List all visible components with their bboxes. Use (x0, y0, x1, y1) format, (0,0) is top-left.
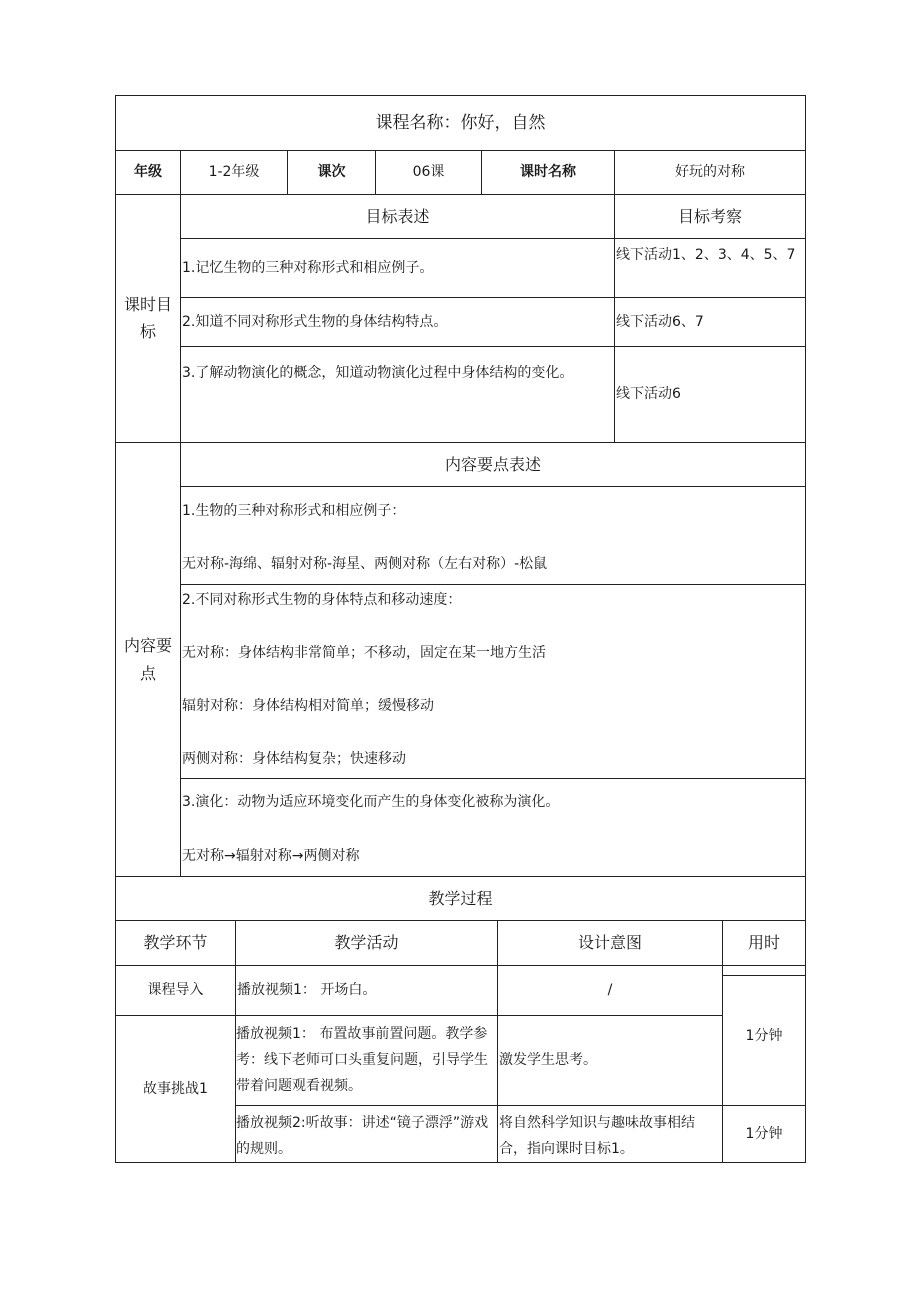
lesson-name-value: 好玩的对称 (675, 164, 745, 181)
content-block-1-line-1: 1.生物的三种对称形式和相应例子： (182, 503, 406, 519)
content-block-2-line-2: 无对称：身体结构非常简单；不移动，固定在某一地方生活 (182, 645, 546, 661)
objective-2-check: 线下活动6、7 (616, 313, 704, 330)
objective-1-desc: 1.记忆生物的三种对称形式和相应例子。 (182, 259, 434, 276)
lesson-value: 06课 (412, 164, 445, 181)
row-3-activity: 播放视频2:听故事：讲述“镜子漂浮”游戏的规则。 (236, 1115, 489, 1157)
process-heading: 教学过程 (428, 888, 493, 908)
row-2-stage: 故事挑战1 (143, 1080, 208, 1097)
objective-2-desc: 2.知道不同对称形式生物的身体结构特点。 (182, 313, 448, 330)
grade-value: 1-2年级 (208, 164, 260, 181)
rule (235, 1105, 806, 1106)
content-heading: 内容要点表述 (444, 454, 541, 474)
row-3-time: 1分钟 (745, 1125, 783, 1142)
row-2-activity: 播放视频1： 布置故事前置问题。教学参考：线下老师可口头重复问题，引导学生带着问题观看视频。 (236, 1026, 488, 1094)
rule (180, 584, 806, 585)
row-3-intent: 将自然科学知识与趣味故事相结合，指向课时目标1。 (499, 1115, 695, 1157)
rule (180, 442, 181, 876)
content-block-1-line-2: 无对称-海绵、辐射对称-海星、两侧对称（左右对称）-松鼠 (182, 556, 548, 572)
border-bottom (115, 1162, 806, 1163)
content-block-3-line-2: 无对称→辐射对称→两侧对称 (182, 848, 360, 864)
rule (180, 486, 806, 487)
objective-3-check: 线下活动6 (616, 386, 681, 403)
row-1-activity: 播放视频1： 开场白。 (237, 982, 377, 999)
lesson-label: 课次 (317, 164, 346, 181)
objectives-section-label: 课时目标 (124, 295, 173, 341)
content-block-2-line-1: 2.不同对称形式生物的身体特点和移动速度： (182, 592, 462, 608)
course-title: 课程名称：你好，自然 (375, 112, 546, 133)
lesson-name-label: 课时名称 (520, 164, 576, 181)
row-2-time: 1分钟 (745, 1027, 783, 1044)
row-2-intent: 激发学生思考。 (499, 1052, 597, 1069)
objective-1-check: 线下活动1、2、3、4、5、7 (616, 247, 796, 263)
border-right (805, 95, 806, 1163)
content-section-label: 内容要点 (124, 635, 173, 683)
content-block-2-line-4: 两侧对称：身体结构复杂；快速移动 (182, 751, 406, 767)
objectives-col-check: 目标考察 (677, 206, 742, 226)
rule (180, 778, 806, 779)
content-block-3-line-1: 3.演化：动物为适应环境变化而产生的身体变化被称为演化。 (182, 794, 560, 810)
content-block-2-line-3: 辐射对称：身体结构相对简单；缓慢移动 (182, 698, 434, 714)
row-1-stage: 课程导入 (147, 982, 204, 999)
objective-3-desc: 3.了解动物演化的概念，知道动物演化过程中身体结构的变化。 (182, 365, 574, 381)
row-1-intent: / (607, 982, 613, 999)
process-col-activity: 教学活动 (334, 933, 399, 953)
process-col-time: 用时 (747, 933, 780, 953)
grade-label: 年级 (134, 164, 162, 181)
process-col-stage: 教学环节 (143, 933, 208, 953)
objectives-col-desc: 目标表述 (365, 206, 430, 226)
process-col-intent: 设计意图 (577, 933, 642, 953)
